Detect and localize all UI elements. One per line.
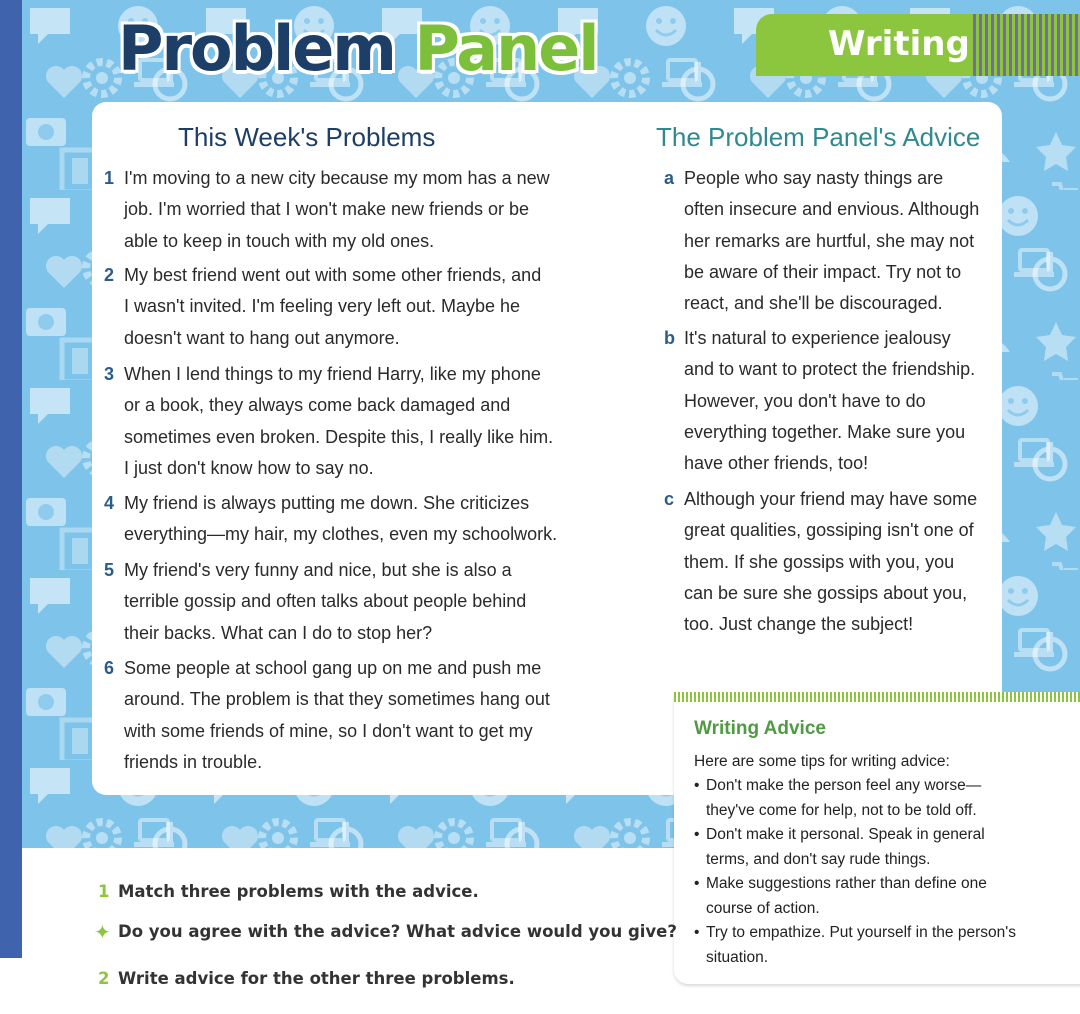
tip-line: • Try to empathize. Put yourself in the person's (706, 924, 1016, 941)
problem-item (104, 488, 584, 551)
writing-advice-box (674, 692, 1080, 984)
advice-letter: b (664, 328, 675, 348)
advice-line: have other friends, too! (684, 453, 869, 474)
problem-line: job. I'm worried that I won't make new friends or be (124, 199, 530, 220)
advice-line: often insecure and envious. Although (684, 199, 980, 220)
problem-number: 2 (104, 265, 115, 285)
tip-line: situation. (706, 948, 769, 966)
problems-heading: This Week's Problems (178, 122, 436, 152)
tip-line: • Don't make it personal. Speak in general (706, 826, 985, 843)
problem-line: My friend's very funny and nice, but she is also a (124, 560, 512, 580)
exercise-text: Do you agree with the advice? What advice would you give? (118, 922, 677, 941)
problem-line: or a book, they always come back damaged and (124, 395, 511, 416)
advice-line: It's natural to experience jealousy (684, 328, 951, 348)
advice-line: can be sure she gossips about you, (684, 582, 968, 603)
problem-line: I wasn't invited. I'm feeling very left out. Maybe he (124, 296, 521, 317)
problem-number: 6 (104, 658, 115, 678)
problem-line: sometimes even broken. Despite this, I really like him. (124, 426, 554, 447)
problem-number: 5 (104, 560, 115, 580)
problem-item (104, 555, 584, 649)
section-tab-writing (756, 14, 1080, 76)
tip-line: • Make suggestions rather than define one (706, 875, 987, 892)
problem-line: When I lend things to my friend Harry, like my phone (124, 364, 541, 384)
section-tab-label: Writing (828, 24, 970, 64)
writing-tip (694, 823, 1024, 872)
tip-line: • Don't make the person feel any worse— (706, 777, 982, 794)
problem-item (104, 653, 584, 778)
writing-advice-intro: Here are some tips for writing advice: (694, 753, 950, 770)
problem-line: everything—my hair, my clothes, even my schoolwork. (124, 524, 558, 545)
problem-line: My best friend went out with some other friends, and (124, 265, 542, 285)
title-word-problem: Problem (118, 12, 395, 85)
sparkle-icon: ✦ (94, 920, 111, 944)
dotted-rule (674, 692, 1080, 702)
exercise-2 (98, 969, 515, 988)
tip-line: they've come for help, not to be told off. (706, 801, 977, 819)
writing-tip (694, 774, 1024, 823)
writing-tip (694, 921, 1024, 970)
advice-line: too. Just change the subject! (684, 614, 914, 635)
problem-number: 4 (104, 493, 115, 513)
problem-item (104, 260, 584, 354)
advice-item (664, 484, 999, 640)
advice-line: them. If she gossips with you, you (684, 551, 955, 572)
tip-line: terms, and don't say rude things. (706, 850, 931, 868)
advice-line: her remarks are hurtful, she may not (684, 230, 975, 251)
advice-line: People who say nasty things are (684, 168, 944, 188)
problem-line: around. The problem is that they sometimes hang out (124, 689, 550, 710)
writing-tip (694, 872, 1024, 921)
exercise-number: 1 (98, 882, 110, 901)
advice-line: However, you don't have to do (684, 390, 926, 411)
exercise-think (94, 920, 677, 944)
problem-line: My friend is always putting me down. She criticizes (124, 493, 530, 513)
advice-item (664, 323, 999, 479)
writing-advice-heading: Writing Advice (694, 718, 826, 739)
exercise-text: Match three problems with the advice. (118, 882, 479, 901)
problem-line: their backs. What can I do to stop her? (124, 622, 433, 643)
problem-line: terrible gossip and often talks about people behind (124, 591, 527, 612)
advice-line: everything together. Make sure you (684, 421, 966, 442)
advice-line: Although your friend may have some (684, 489, 978, 509)
problem-line: able to keep in touch with my old ones. (124, 230, 435, 251)
problem-line: Some people at school gang up on me and push me (124, 658, 542, 678)
problem-line: I'm moving to a new city because my mom has a new (124, 168, 550, 188)
exercise-number: 2 (98, 969, 110, 988)
advice-line: and to want to protect the friendship. (684, 359, 976, 380)
problem-number: 3 (104, 364, 115, 384)
page-spine (0, 0, 22, 958)
problem-item (104, 163, 584, 257)
advice-heading: The Problem Panel's Advice (656, 122, 981, 152)
writing-tips-list (694, 774, 1024, 970)
advice-letter: c (664, 489, 675, 509)
tab-stripes (970, 14, 1080, 76)
exercise-text: Write advice for the other three problems. (118, 969, 515, 988)
title-word-panel: Panel (414, 12, 598, 85)
advice-line: great qualities, gossiping isn't one of (684, 520, 974, 541)
advice-line: react, and she'll be discouraged. (684, 293, 943, 314)
exercise-1 (98, 882, 479, 901)
problem-line: doesn't want to hang out anymore. (124, 327, 400, 348)
page-title (118, 12, 598, 85)
problem-line: with some friends of mine, so I don't want to get my (124, 720, 533, 741)
problem-number: 1 (104, 168, 115, 188)
advice-letter: a (664, 168, 675, 188)
advice-item (664, 163, 999, 319)
problem-line: I just don't know how to say no. (124, 457, 374, 478)
tip-line: course of action. (706, 899, 820, 917)
advice-line: be aware of their impact. Try not to (684, 261, 962, 282)
problem-item (104, 359, 584, 484)
problem-line: friends in trouble. (124, 751, 263, 772)
